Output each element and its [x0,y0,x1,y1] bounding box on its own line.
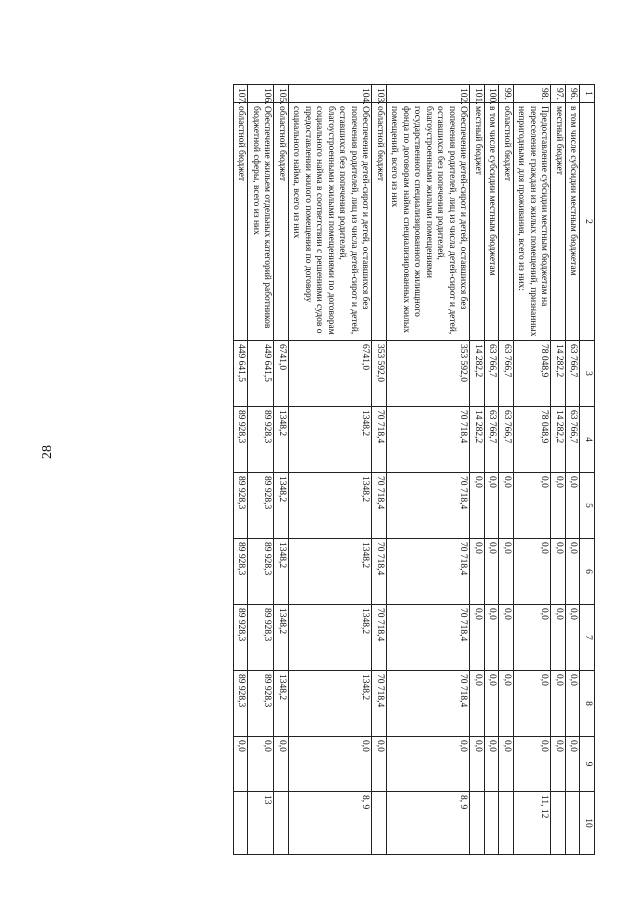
year-cell: 0,0 [514,605,552,671]
column-header: 9 [580,737,595,792]
indicator-cell: 11, 12 [514,792,552,855]
row-name-cell: областной бюджет [372,103,387,341]
table-row [470,85,485,855]
year-cell: 70 718,4 [372,539,387,605]
year-cell: 14 282,2 [470,407,485,473]
row-name-cell: областной бюджет [274,103,289,341]
row-name-cell: Обеспечение детей-сирот и детей, оставшихся без попечения родителей, лиц из числа детей-сирот и детей, оставшихся без попечения родителей, благоустроенными жилыми помещениями по договорам социального найма в соответствии с решениями судов о предоставлении жилого помещения по договору социального найма, всего из них [289,103,373,341]
year-cell: 0,0 [234,737,249,792]
table-body [234,85,581,855]
row-name-cell: Обеспечение жильем отдельных категорий работников бюджетной сферы, всего из них [248,103,274,341]
year-cell: 0,0 [566,473,581,539]
row-number-cell: 107. [234,85,249,103]
row-number-cell: 96. [566,85,581,103]
row-number-cell: 104. [289,85,373,103]
table-row [566,85,581,855]
year-cell: 89 928,3 [248,539,274,605]
year-cell: 70 718,4 [387,539,471,605]
year-cell: 0,0 [566,737,581,792]
indicator-cell: 8, 9 [289,792,373,855]
year-cell: 0,0 [470,671,485,737]
year-cell: 89 928,3 [248,407,274,473]
column-header: 4 [580,407,595,473]
year-cell: 0,0 [566,539,581,605]
row-name-cell: в том числе субсидии местным бюджетам [485,103,500,341]
column-header: 10 [580,792,595,855]
total-cell: 449 641,5 [248,341,274,407]
header-row [580,85,595,855]
column-header: 5 [580,473,595,539]
budget-table [233,84,595,855]
row-number-cell: 102. [387,85,471,103]
year-cell: 14 282,2 [551,407,566,473]
table-row [248,85,274,855]
year-cell: 0,0 [485,605,500,671]
row-name-cell: местный бюджет [551,103,566,341]
indicator-cell [499,792,514,855]
year-cell: 0,0 [514,539,552,605]
indicator-cell [566,792,581,855]
year-cell: 1348,2 [289,671,373,737]
year-cell: 1348,2 [289,473,373,539]
year-cell: 0,0 [289,737,373,792]
year-cell: 63 766,7 [499,407,514,473]
column-header: 3 [580,341,595,407]
year-cell: 0,0 [470,473,485,539]
total-cell: 449 641,5 [234,341,249,407]
year-cell: 0,0 [551,671,566,737]
row-name-cell: в том числе субсидии местным бюджетам [566,103,581,341]
table-row [499,85,514,855]
column-header: 7 [580,605,595,671]
year-cell: 63 766,7 [485,407,500,473]
total-cell: 14 282,2 [551,341,566,407]
year-cell: 0,0 [499,473,514,539]
row-number-cell: 98. [514,85,552,103]
row-number-cell: 103. [372,85,387,103]
year-cell: 0,0 [485,539,500,605]
total-cell: 63 766,7 [499,341,514,407]
year-cell: 89 928,3 [234,473,249,539]
year-cell: 0,0 [470,605,485,671]
indicator-cell [485,792,500,855]
row-name-cell: Предоставление субсидии местным бюджетам на переселение граждан из жилых помещений, признанных непригодными для проживания, всего из них: [514,103,552,341]
year-cell: 0,0 [551,737,566,792]
total-cell: 353 592,0 [372,341,387,407]
year-cell: 0,0 [514,737,552,792]
row-name-cell: областной бюджет [499,103,514,341]
table-row [274,85,289,855]
year-cell: 0,0 [470,539,485,605]
year-cell: 0,0 [485,473,500,539]
year-cell: 1348,2 [274,671,289,737]
column-header: 2 [580,103,595,341]
year-cell: 70 718,4 [387,473,471,539]
row-number-cell: 106. [248,85,274,103]
row-name-cell: Обеспечение детей-сирот и детей, оставшихся без попечения родителей, лиц из числа детей-сирот и детей, оставшихся без попечения родителей, благоустроенными жилыми помещениями государственного специализированного жилищного фонда по договорам найма специализированных жилых помещений, всего из них [387,103,471,341]
year-cell: 70 718,4 [372,605,387,671]
indicator-cell [470,792,485,855]
table-row [234,85,249,855]
total-cell: 6741,0 [274,341,289,407]
year-cell: 0,0 [485,671,500,737]
total-cell: 63 766,7 [566,341,581,407]
column-header: 8 [580,671,595,737]
year-cell: 70 718,4 [372,473,387,539]
year-cell: 78 048,9 [514,407,552,473]
year-cell: 89 928,3 [234,605,249,671]
year-cell: 70 718,4 [387,407,471,473]
year-cell: 1348,2 [274,605,289,671]
indicator-cell [234,792,249,855]
year-cell: 1348,2 [289,605,373,671]
year-cell: 0,0 [514,473,552,539]
year-cell: 0,0 [499,539,514,605]
column-header: 6 [580,539,595,605]
year-cell: 89 928,3 [248,473,274,539]
year-cell: 70 718,4 [372,407,387,473]
total-cell: 353 592,0 [387,341,471,407]
table-row [514,85,552,855]
year-cell: 89 928,3 [234,671,249,737]
year-cell: 89 928,3 [248,605,274,671]
table-row [551,85,566,855]
total-cell: 14 282,2 [470,341,485,407]
year-cell: 0,0 [499,605,514,671]
year-cell: 0,0 [514,671,552,737]
total-cell: 6741,0 [289,341,373,407]
total-cell: 63 766,7 [485,341,500,407]
year-cell: 0,0 [551,605,566,671]
row-name-cell: местный бюджет [470,103,485,341]
year-cell: 1348,2 [274,539,289,605]
indicator-cell [551,792,566,855]
year-cell: 0,0 [551,539,566,605]
column-header: 1 [580,85,595,103]
year-cell: 63 766,7 [566,407,581,473]
year-cell: 0,0 [499,671,514,737]
row-number-cell: 100. [485,85,500,103]
year-cell: 89 928,3 [248,671,274,737]
year-cell: 70 718,4 [387,605,471,671]
year-cell: 0,0 [551,473,566,539]
year-cell: 1348,2 [289,407,373,473]
year-cell: 0,0 [499,737,514,792]
row-number-cell: 99. [499,85,514,103]
row-name-cell: областной бюджет [234,103,249,341]
year-cell: 0,0 [248,737,274,792]
year-cell: 70 718,4 [387,671,471,737]
year-cell: 1348,2 [274,473,289,539]
year-cell: 0,0 [470,737,485,792]
year-cell: 1348,2 [274,407,289,473]
year-cell: 0,0 [566,605,581,671]
year-cell: 0,0 [274,737,289,792]
row-number-cell: 105. [274,85,289,103]
table-row [485,85,500,855]
total-cell: 78 048,9 [514,341,552,407]
year-cell: 0,0 [485,737,500,792]
year-cell: 0,0 [372,737,387,792]
indicator-cell: 13 [248,792,274,855]
year-cell: 1348,2 [289,539,373,605]
year-cell: 89 928,3 [234,407,249,473]
table-row [289,85,373,855]
indicator-cell [372,792,387,855]
row-number-cell: 101. [470,85,485,103]
table-row [372,85,387,855]
rotated-table-wrapper [233,84,595,854]
year-cell: 0,0 [566,671,581,737]
row-number-cell: 97. [551,85,566,103]
page-number: 28 [40,445,55,459]
year-cell: 0,0 [387,737,471,792]
indicator-cell: 8, 9 [387,792,471,855]
indicator-cell [274,792,289,855]
table-row [387,85,471,855]
year-cell: 89 928,3 [234,539,249,605]
year-cell: 70 718,4 [372,671,387,737]
